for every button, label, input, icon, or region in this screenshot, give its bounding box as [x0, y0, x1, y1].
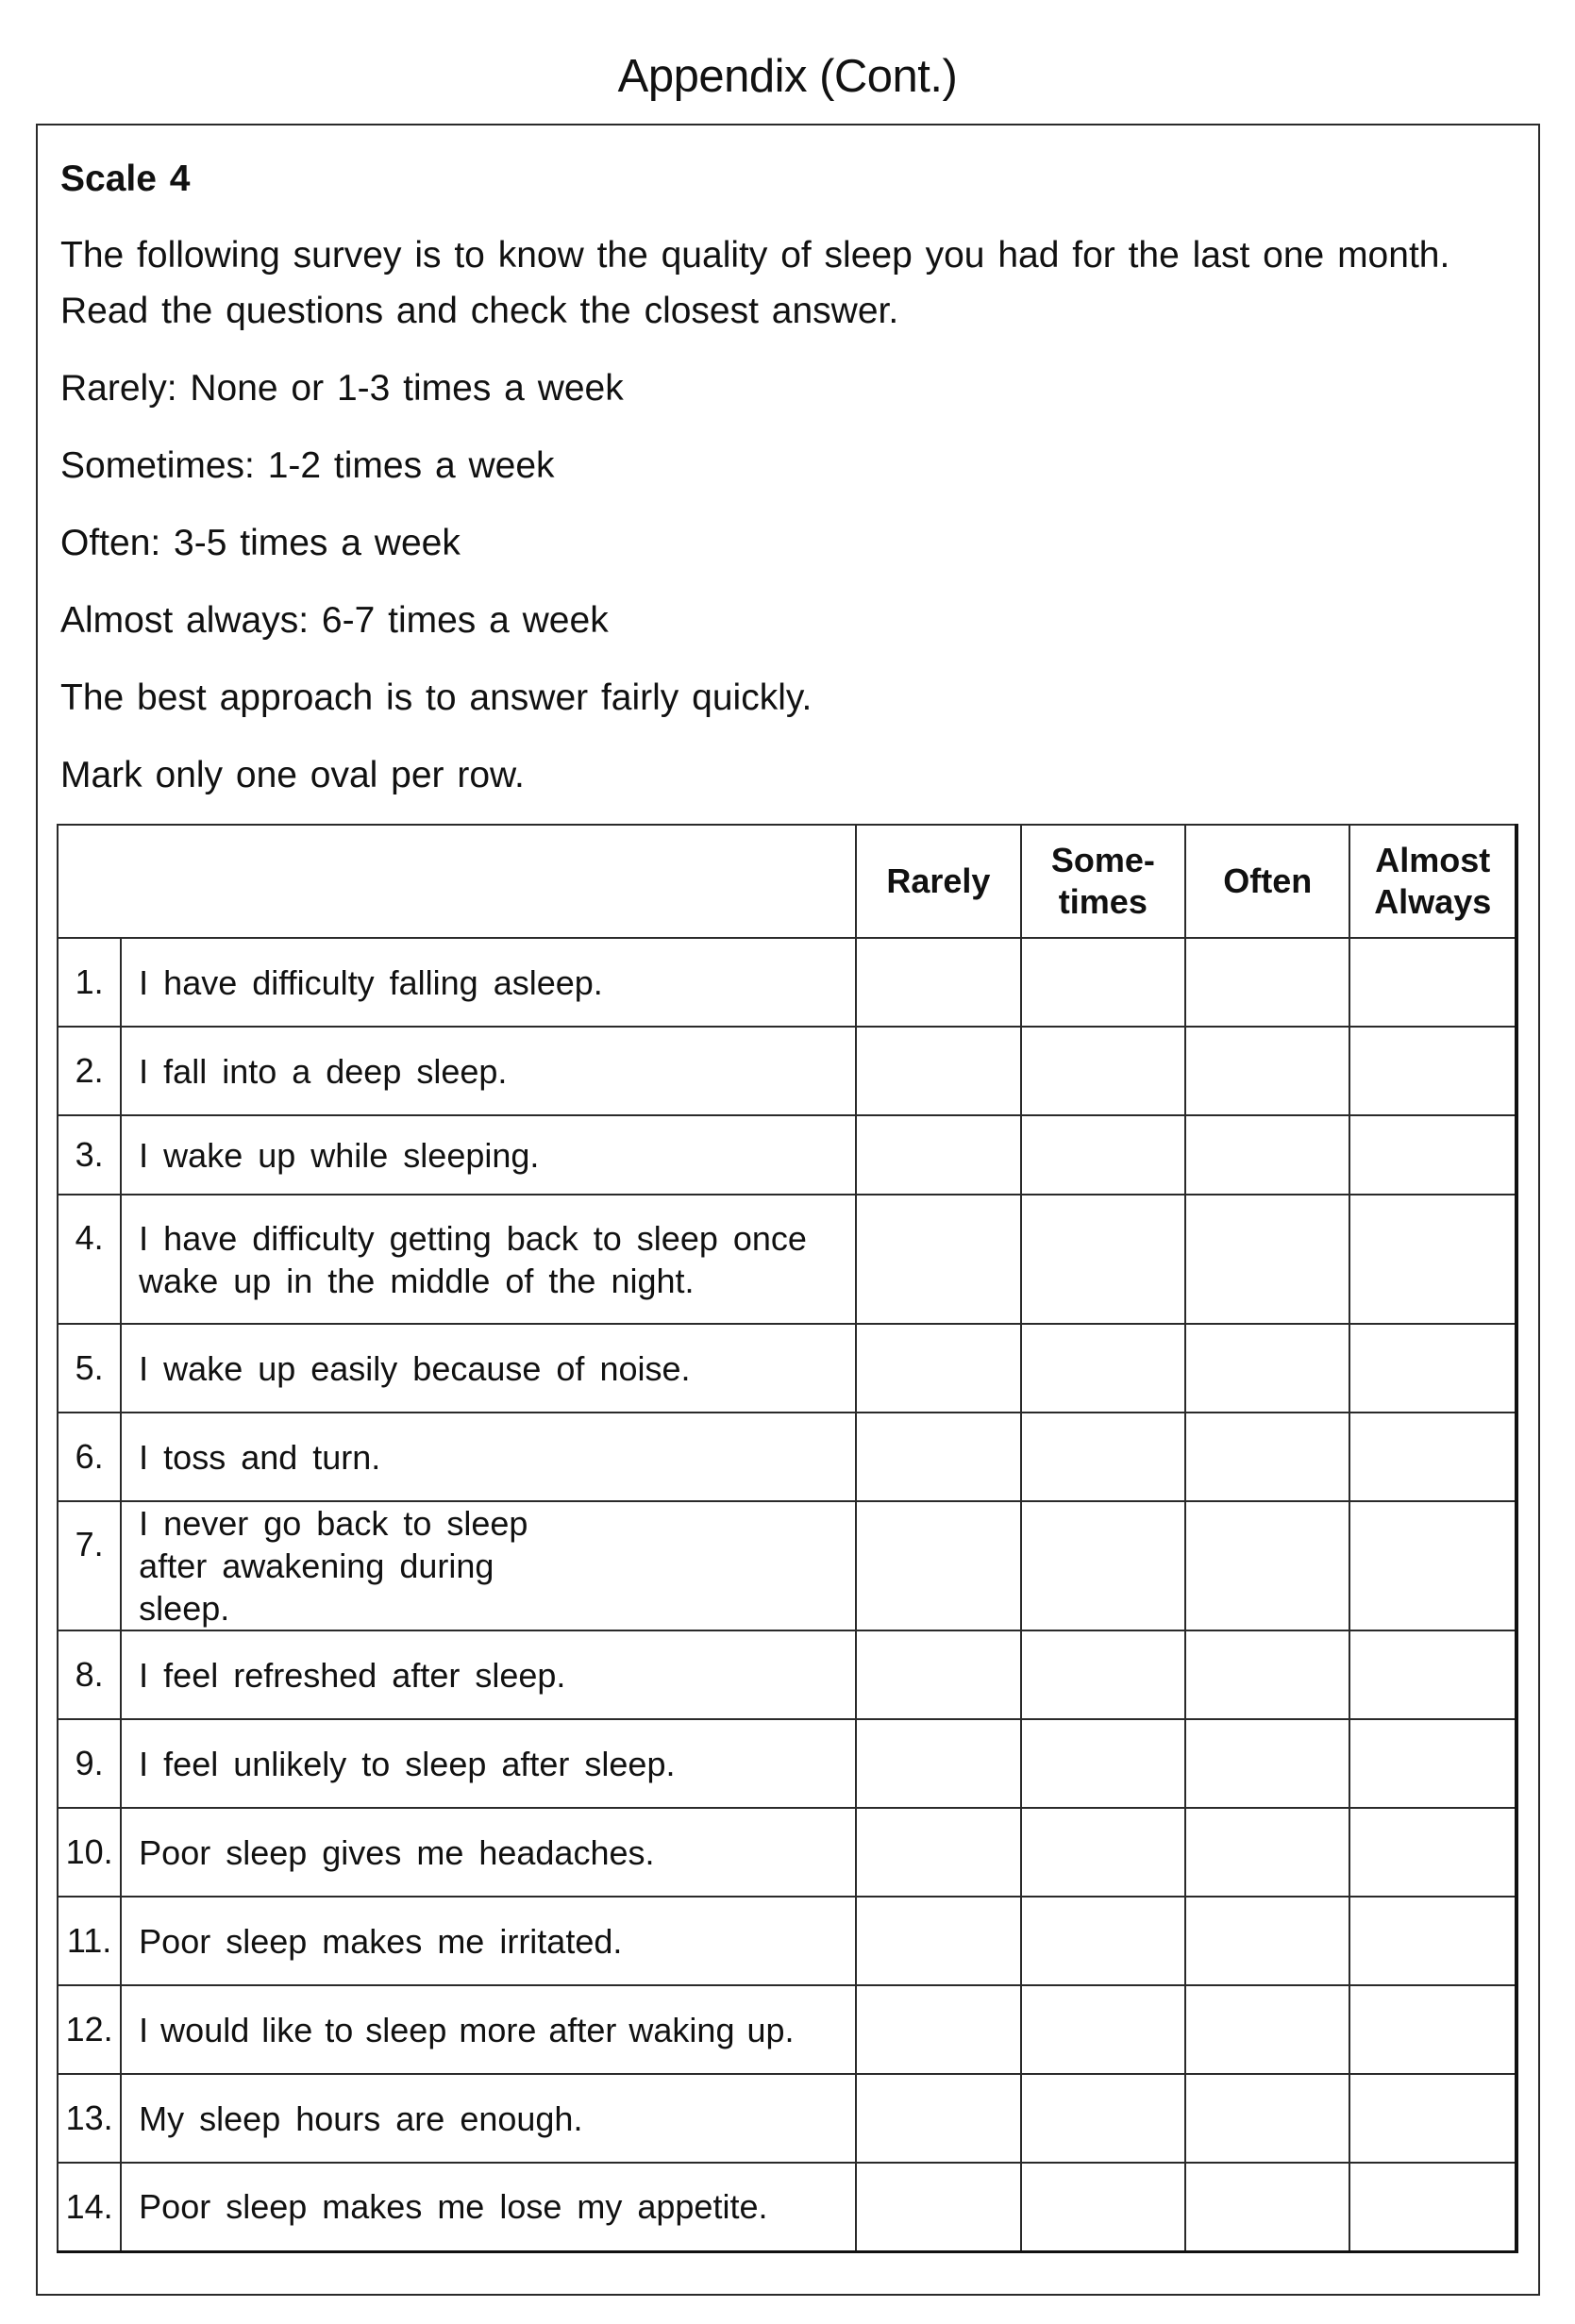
response-sometimes[interactable]: [1021, 1630, 1185, 1719]
response-rarely[interactable]: [856, 1501, 1020, 1630]
response-often[interactable]: [1185, 1324, 1349, 1413]
table-row: [58, 1897, 1516, 1985]
scale-intro: [60, 151, 1533, 825]
response-often[interactable]: [1185, 1719, 1349, 1808]
item-text: Poor sleep gives me headaches.: [121, 1808, 856, 1897]
response-rarely[interactable]: [856, 1195, 1020, 1324]
response-rarely[interactable]: [856, 1985, 1020, 2074]
response-sometimes[interactable]: [1021, 1324, 1185, 1413]
response-almost-always[interactable]: [1349, 1630, 1516, 1719]
response-almost-always[interactable]: [1349, 1985, 1516, 2074]
table-row: [58, 1413, 1516, 1501]
response-rarely[interactable]: [856, 1027, 1020, 1115]
response-almost-always[interactable]: [1349, 2074, 1516, 2163]
item-number: 4.: [58, 1195, 121, 1324]
response-rarely[interactable]: [856, 1324, 1020, 1413]
response-almost-always[interactable]: [1349, 1324, 1516, 1413]
table-row: [58, 1719, 1516, 1808]
item-text: I would like to sleep more after waking up.: [121, 1985, 856, 2074]
item-number: 11.: [58, 1897, 121, 1985]
response-sometimes[interactable]: [1021, 1808, 1185, 1897]
table-row: [58, 1027, 1516, 1115]
item-text: I have difficulty falling asleep.: [121, 938, 856, 1027]
response-rarely[interactable]: [856, 1808, 1020, 1897]
response-sometimes[interactable]: [1021, 2163, 1185, 2251]
response-sometimes[interactable]: [1021, 1897, 1185, 1985]
response-almost-always[interactable]: [1349, 1195, 1516, 1324]
item-number: 13.: [58, 2074, 121, 2163]
response-often[interactable]: [1185, 1985, 1349, 2074]
response-almost-always[interactable]: [1349, 1413, 1516, 1501]
item-text: I feel unlikely to sleep after sleep.: [121, 1719, 856, 1808]
item-text: I wake up while sleeping.: [121, 1115, 856, 1195]
response-often[interactable]: [1185, 1808, 1349, 1897]
column-header-rarely: Rarely: [856, 825, 1020, 938]
item-number: 2.: [58, 1027, 121, 1115]
response-sometimes[interactable]: [1021, 1115, 1185, 1195]
table-row: [58, 2074, 1516, 2163]
table-row: [58, 1808, 1516, 1897]
response-sometimes[interactable]: [1021, 1719, 1185, 1808]
table-row: [58, 1195, 1516, 1324]
legend-sometimes: Sometimes: 1-2 times a week: [60, 445, 555, 486]
page-title: Appendix (Cont.): [617, 51, 958, 102]
response-sometimes[interactable]: [1021, 1413, 1185, 1501]
table-row: [58, 938, 1516, 1027]
intro-tip: The best approach is to answer fairly quickly.: [60, 677, 813, 718]
item-number: 10.: [58, 1808, 121, 1897]
table-row: [58, 1501, 1516, 1630]
response-often[interactable]: [1185, 1501, 1349, 1630]
response-often[interactable]: [1185, 1115, 1349, 1195]
item-text: I feel refreshed after sleep.: [121, 1630, 856, 1719]
response-sometimes[interactable]: [1021, 1027, 1185, 1115]
table-row: [58, 1115, 1516, 1195]
table-row: [58, 1630, 1516, 1719]
response-often[interactable]: [1185, 938, 1349, 1027]
response-rarely[interactable]: [856, 1115, 1020, 1195]
item-number: 9.: [58, 1719, 121, 1808]
response-almost-always[interactable]: [1349, 1501, 1516, 1630]
table-header-row: [58, 825, 1516, 938]
table-row: [58, 1324, 1516, 1413]
response-almost-always[interactable]: [1349, 1719, 1516, 1808]
item-number: 1.: [58, 938, 121, 1027]
survey-table: [57, 824, 1518, 2253]
response-sometimes[interactable]: [1021, 1195, 1185, 1324]
item-number: 12.: [58, 1985, 121, 2074]
response-sometimes[interactable]: [1021, 2074, 1185, 2163]
response-rarely[interactable]: [856, 1897, 1020, 1985]
intro-instructions: The following survey is to know the quality of sleep you had for the last one month. Read the questions and check the closest answer.: [60, 235, 1450, 331]
item-number: 5.: [58, 1324, 121, 1413]
item-number: 3.: [58, 1115, 121, 1195]
item-number: 14.: [58, 2163, 121, 2251]
response-rarely[interactable]: [856, 2074, 1020, 2163]
response-often[interactable]: [1185, 1027, 1349, 1115]
column-header-often: Often: [1185, 825, 1349, 938]
response-almost-always[interactable]: [1349, 1808, 1516, 1897]
response-sometimes[interactable]: [1021, 938, 1185, 1027]
item-text: Poor sleep makes me lose my appetite.: [121, 2163, 856, 2251]
item-text: I fall into a deep sleep.: [121, 1027, 856, 1115]
legend-often: Often: 3-5 times a week: [60, 523, 461, 563]
column-header-almost-always: Almost Always: [1349, 825, 1516, 938]
item-text: Poor sleep makes me irritated.: [121, 1897, 856, 1985]
item-number: 7.: [58, 1501, 121, 1630]
item-text: I wake up easily because of noise.: [121, 1324, 856, 1413]
response-almost-always[interactable]: [1349, 1115, 1516, 1195]
response-almost-always[interactable]: [1349, 1027, 1516, 1115]
item-text: I toss and turn.: [121, 1413, 856, 1501]
response-almost-always[interactable]: [1349, 2163, 1516, 2251]
item-text: My sleep hours are enough.: [121, 2074, 856, 2163]
response-sometimes[interactable]: [1021, 1985, 1185, 2074]
response-often[interactable]: [1185, 1195, 1349, 1324]
response-rarely[interactable]: [856, 1719, 1020, 1808]
response-sometimes[interactable]: [1021, 1501, 1185, 1630]
header-blank-cell: [58, 825, 856, 938]
response-almost-always[interactable]: [1349, 1897, 1516, 1985]
response-often[interactable]: [1185, 1413, 1349, 1501]
item-number: 6.: [58, 1413, 121, 1501]
response-rarely[interactable]: [856, 938, 1020, 1027]
legend-almost-always: Almost always: 6-7 times a week: [60, 600, 609, 641]
scale-title: Scale 4: [60, 159, 191, 199]
response-almost-always[interactable]: [1349, 938, 1516, 1027]
response-rarely[interactable]: [856, 1413, 1020, 1501]
table-row: [58, 2163, 1516, 2251]
column-header-sometimes: Some- times: [1021, 825, 1185, 938]
table-row: [58, 1985, 1516, 2074]
item-text: I never go back to sleep after awakening during sleep.: [121, 1501, 856, 1630]
response-often[interactable]: [1185, 2163, 1349, 2251]
response-often[interactable]: [1185, 1897, 1349, 1985]
response-often[interactable]: [1185, 1630, 1349, 1719]
legend-rarely: Rarely: None or 1-3 times a week: [60, 368, 624, 409]
response-rarely[interactable]: [856, 1630, 1020, 1719]
response-often[interactable]: [1185, 2074, 1349, 2163]
response-rarely[interactable]: [856, 2163, 1020, 2251]
item-number: 8.: [58, 1630, 121, 1719]
intro-mark-instruction: Mark only one oval per row.: [60, 755, 525, 795]
item-text: I have difficulty getting back to sleep once wake up in the middle of the night.: [121, 1195, 856, 1324]
